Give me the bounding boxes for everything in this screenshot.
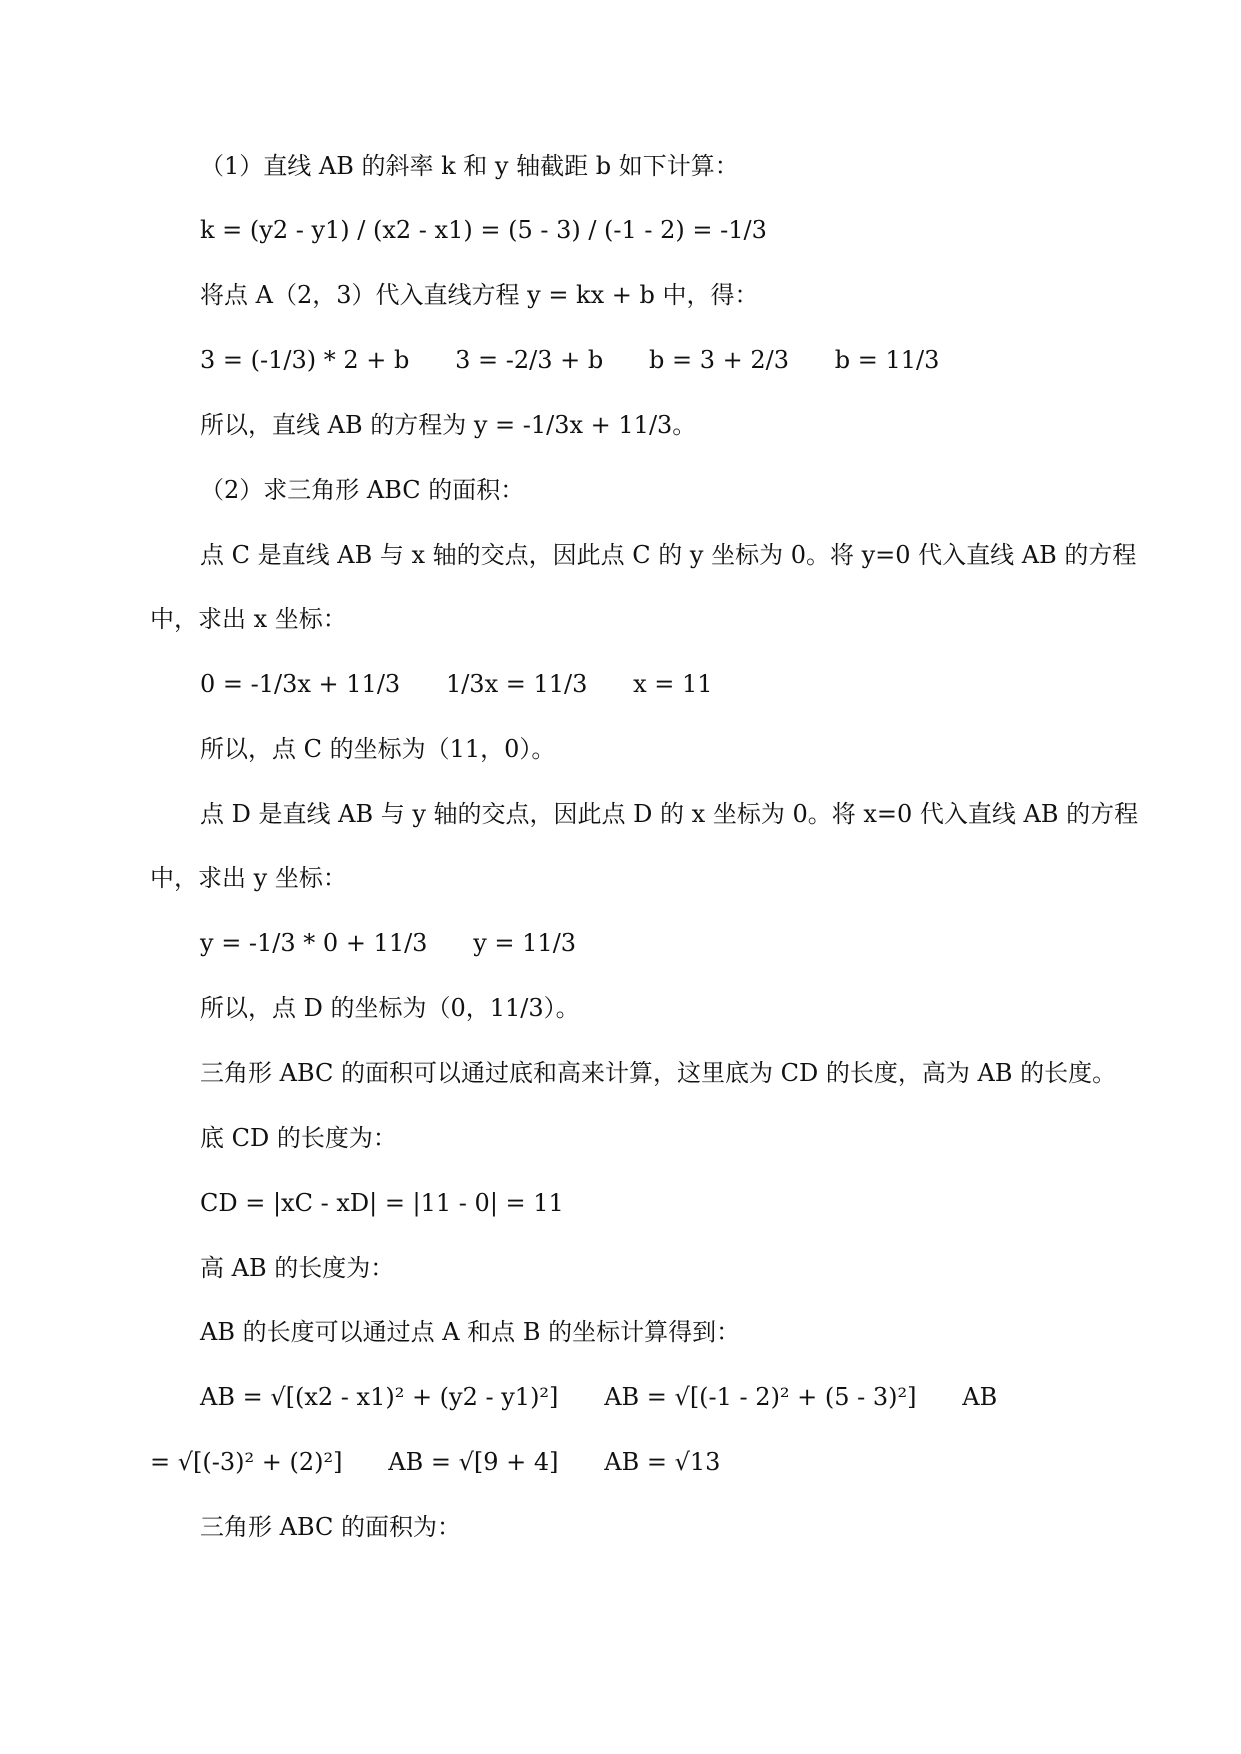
solve-x-coordinate: 0 = -1/3x + 11/3 1/3x = 11/3 x = 11 bbox=[200, 670, 713, 698]
part2-heading: （2）求三角形 ABC 的面积： bbox=[200, 476, 525, 504]
line-ab-equation: 所以，直线 AB 的方程为 y = -1/3x + 11/3。 bbox=[200, 411, 697, 439]
height-ab-heading: 高 AB 的长度为： bbox=[200, 1254, 395, 1282]
point-d-coordinates: 所以，点 D 的坐标为（0，11/3）。 bbox=[200, 994, 580, 1022]
slope-formula: k = (y2 - y1) / (x2 - x1) = (5 - 3) / (-1 - 2) = -1/3 bbox=[200, 216, 767, 244]
triangle-area-heading: 三角形 ABC 的面积为： bbox=[200, 1513, 462, 1541]
solve-y-coordinate: y = -1/3 * 0 + 11/3 y = 11/3 bbox=[200, 929, 577, 957]
point-c-description: 点 C 是直线 AB 与 x 轴的交点，因此点 C 的 y 坐标为 0。将 y=0 代入直线 AB 的方程 bbox=[200, 541, 1137, 569]
area-method: 三角形 ABC 的面积可以通过底和高来计算，这里底为 CD 的长度，高为 AB 的长度。 bbox=[200, 1059, 1117, 1087]
base-cd-formula: CD = |xC - xD| = |11 - 0| = 11 bbox=[200, 1189, 564, 1217]
part1-heading: （1）直线 AB 的斜率 k 和 y 轴截距 b 如下计算： bbox=[200, 152, 739, 180]
point-d-description-continued: 中，求出 y 坐标： bbox=[150, 864, 347, 892]
substitute-point-a: 将点 A（2，3）代入直线方程 y = kx + b 中，得： bbox=[200, 281, 759, 309]
ab-length-method: AB 的长度可以通过点 A 和点 B 的坐标计算得到： bbox=[200, 1318, 741, 1346]
solve-intercept-b: 3 = (-1/3) * 2 + b 3 = -2/3 + b b = 3 + 2/3 b = 11/3 bbox=[200, 346, 940, 374]
point-c-coordinates: 所以，点 C 的坐标为（11，0）。 bbox=[200, 735, 556, 763]
base-cd-heading: 底 CD 的长度为： bbox=[200, 1124, 397, 1152]
point-d-description: 点 D 是直线 AB 与 y 轴的交点，因此点 D 的 x 坐标为 0。将 x=0 代入直线 AB 的方程 bbox=[200, 800, 1139, 828]
ab-length-formula-continued: = √[(-3)² + (2)²] AB = √[9 + 4] AB = √13 bbox=[150, 1448, 721, 1476]
ab-length-formula: AB = √[(x2 - x1)² + (y2 - y1)²] AB = √[(-1 - 2)² + (5 - 3)²] AB bbox=[200, 1383, 998, 1411]
point-c-description-continued: 中，求出 x 坐标： bbox=[150, 605, 347, 633]
